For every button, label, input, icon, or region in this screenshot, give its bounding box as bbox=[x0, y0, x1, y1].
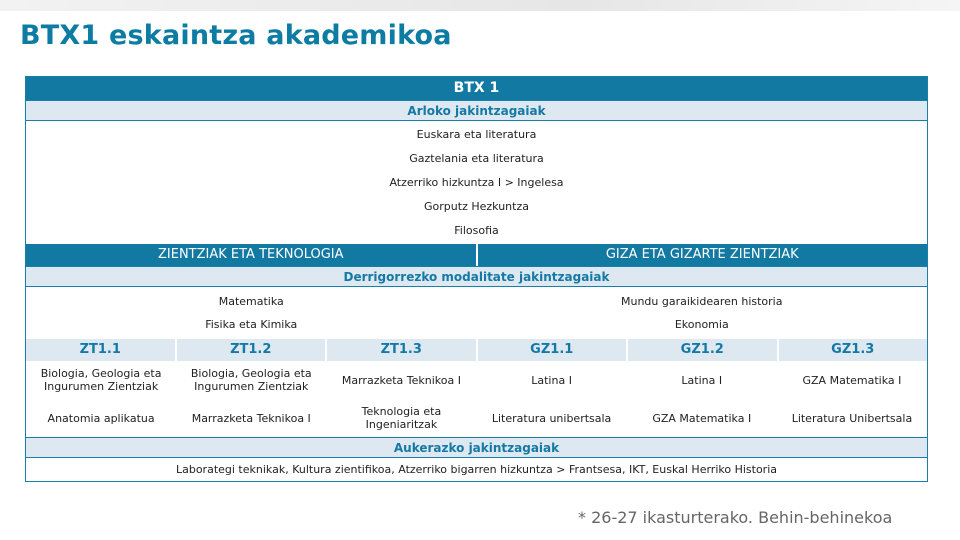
itinerary-code: GZ1.2 bbox=[626, 339, 777, 361]
branch-social-sciences: GIZA ETA GIZARTE ZIENTZIAK bbox=[476, 244, 928, 266]
itinerary-subject: Anatomia aplikatua bbox=[47, 411, 155, 425]
mandatory-left-column bbox=[26, 290, 477, 336]
common-subject: Euskara eta literatura bbox=[416, 128, 537, 141]
common-subject: Filosofia bbox=[454, 224, 499, 237]
itinerary-code: ZT1.2 bbox=[175, 339, 326, 361]
itinerary-subject: Literatura unibertsala bbox=[491, 411, 612, 425]
itinerary-subject: Biologia, Geologia eta Ingurumen Zientziak bbox=[40, 367, 162, 393]
itinerary-code: ZT1.3 bbox=[325, 339, 476, 361]
itinerary-codes-row bbox=[26, 339, 927, 361]
itinerary-subject: Marrazketa Teknikoa I bbox=[341, 373, 461, 387]
itinerary-subject: Teknologia eta Ingeniaritzak bbox=[361, 405, 442, 431]
mandatory-subject: Ekonomia bbox=[674, 318, 729, 331]
itinerary-subject: Biologia, Geologia eta Ingurumen Zientziak bbox=[190, 367, 312, 393]
itinerary-subject: Marrazketa Teknikoa I bbox=[191, 411, 311, 425]
mandatory-subject: Mundu garaikidearen historia bbox=[621, 295, 783, 308]
common-subject: Gaztelania eta literatura bbox=[409, 152, 544, 165]
itinerary-subject: Literatura Unibertsala bbox=[791, 411, 913, 425]
itinerary-code: ZT1.1 bbox=[26, 339, 175, 361]
itinerary-subject: GZA Matematika I bbox=[802, 373, 902, 387]
itinerary-subject: GZA Matematika I bbox=[652, 411, 752, 425]
itinerary-code: GZ1.3 bbox=[777, 339, 928, 361]
common-subject: Atzerriko hizkuntza I > Ingelesa bbox=[389, 176, 564, 189]
itinerary-subjects-row-2 bbox=[26, 399, 927, 437]
footnote: * 26-27 ikasturterako. Behin-behinekoa bbox=[578, 508, 893, 527]
optional-subjects-list: Laborategi teknikak, Kultura zientifikoa, Atzerriko bigarren hizkuntza > Frantsesa, IKT, Euskal Herriko Historia bbox=[175, 463, 778, 476]
page-title: BTX1 eskaintza akademikoa bbox=[20, 20, 452, 51]
itinerary-subject: Latina I bbox=[681, 373, 723, 387]
optional-subjects-heading: Aukerazko jakintzagaiak bbox=[26, 437, 927, 458]
mandatory-subjects-heading: Derrigorrezko modalitate jakintzagaiak bbox=[26, 266, 927, 287]
common-subjects-list bbox=[26, 121, 927, 244]
common-subjects-heading: Arloko jakintzagaiak bbox=[26, 100, 927, 121]
curriculum-table bbox=[25, 76, 928, 482]
mandatory-subject: Fisika eta Kimika bbox=[205, 318, 298, 331]
branch-header-row bbox=[26, 244, 927, 266]
top-decoration-bar bbox=[0, 0, 960, 11]
common-subject: Gorputz Hezkuntza bbox=[424, 200, 529, 213]
mandatory-subjects bbox=[26, 287, 927, 339]
itinerary-subjects-row-1 bbox=[26, 361, 927, 399]
branch-science-technology: ZIENTZIAK ETA TEKNOLOGIA bbox=[26, 244, 476, 266]
mandatory-right-column bbox=[477, 290, 928, 336]
mandatory-subject: Matematika bbox=[218, 295, 284, 308]
itinerary-code: GZ1.1 bbox=[476, 339, 627, 361]
table-header: BTX 1 bbox=[26, 77, 927, 100]
itinerary-subject: Latina I bbox=[531, 373, 572, 387]
